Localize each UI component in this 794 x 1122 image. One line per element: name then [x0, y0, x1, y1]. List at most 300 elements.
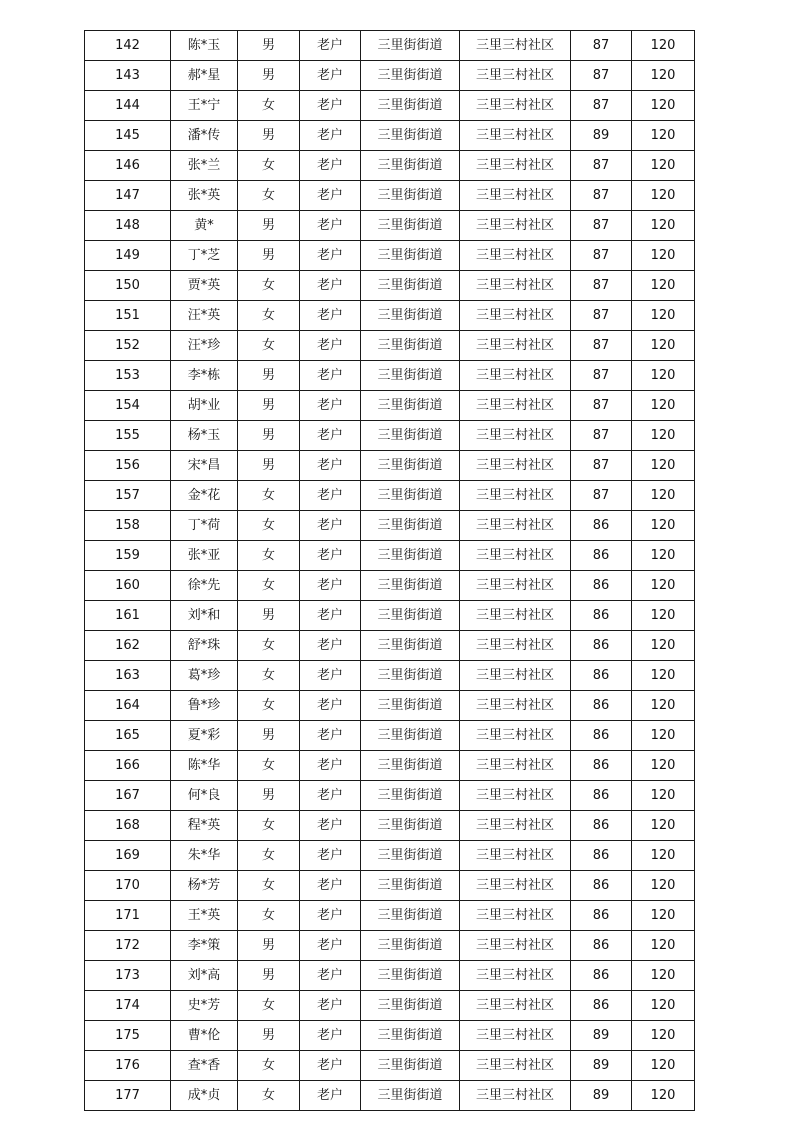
serial-number-cell: 161: [85, 601, 171, 631]
age-cell: 86: [571, 961, 632, 991]
serial-number-cell: 142: [85, 31, 171, 61]
community-cell: 三里三村社区: [460, 541, 571, 571]
household-type-cell: 老户: [300, 661, 361, 691]
household-type-cell: 老户: [300, 211, 361, 241]
table-row: [85, 481, 695, 511]
community-cell: 三里三村社区: [460, 1081, 571, 1111]
table-row: [85, 61, 695, 91]
name-cell: 丁*荷: [171, 511, 238, 541]
name-cell: 李*策: [171, 931, 238, 961]
gender-cell: 女: [238, 301, 300, 331]
amount-cell: 120: [632, 391, 695, 421]
age-cell: 87: [571, 241, 632, 271]
table-row: [85, 691, 695, 721]
community-cell: 三里三村社区: [460, 1021, 571, 1051]
serial-number-cell: 160: [85, 571, 171, 601]
amount-cell: 120: [632, 61, 695, 91]
household-type-cell: 老户: [300, 721, 361, 751]
serial-number-cell: 165: [85, 721, 171, 751]
roster-body: [85, 31, 695, 1111]
community-cell: 三里三村社区: [460, 421, 571, 451]
serial-number-cell: 151: [85, 301, 171, 331]
household-type-cell: 老户: [300, 361, 361, 391]
serial-number-cell: 174: [85, 991, 171, 1021]
household-type-cell: 老户: [300, 1051, 361, 1081]
gender-cell: 女: [238, 151, 300, 181]
table-row: [85, 1021, 695, 1051]
table-row: [85, 571, 695, 601]
table-row: [85, 421, 695, 451]
household-type-cell: 老户: [300, 841, 361, 871]
amount-cell: 120: [632, 181, 695, 211]
household-type-cell: 老户: [300, 181, 361, 211]
gender-cell: 女: [238, 811, 300, 841]
age-cell: 89: [571, 1051, 632, 1081]
age-cell: 86: [571, 541, 632, 571]
subdistrict-cell: 三里街街道: [361, 151, 460, 181]
amount-cell: 120: [632, 931, 695, 961]
amount-cell: 120: [632, 361, 695, 391]
name-cell: 何*良: [171, 781, 238, 811]
table-row: [85, 301, 695, 331]
community-cell: 三里三村社区: [460, 241, 571, 271]
subdistrict-cell: 三里街街道: [361, 841, 460, 871]
age-cell: 87: [571, 61, 632, 91]
household-type-cell: 老户: [300, 991, 361, 1021]
table-row: [85, 121, 695, 151]
age-cell: 86: [571, 931, 632, 961]
subdistrict-cell: 三里街街道: [361, 91, 460, 121]
serial-number-cell: 144: [85, 91, 171, 121]
age-cell: 86: [571, 601, 632, 631]
community-cell: 三里三村社区: [460, 1051, 571, 1081]
community-cell: 三里三村社区: [460, 511, 571, 541]
subdistrict-cell: 三里街街道: [361, 211, 460, 241]
amount-cell: 120: [632, 631, 695, 661]
community-cell: 三里三村社区: [460, 451, 571, 481]
amount-cell: 120: [632, 541, 695, 571]
subdistrict-cell: 三里街街道: [361, 1081, 460, 1111]
household-type-cell: 老户: [300, 1021, 361, 1051]
table-row: [85, 391, 695, 421]
gender-cell: 男: [238, 61, 300, 91]
community-cell: 三里三村社区: [460, 481, 571, 511]
name-cell: 成*贞: [171, 1081, 238, 1111]
gender-cell: 女: [238, 631, 300, 661]
table-row: [85, 331, 695, 361]
name-cell: 刘*高: [171, 961, 238, 991]
community-cell: 三里三村社区: [460, 331, 571, 361]
community-cell: 三里三村社区: [460, 181, 571, 211]
age-cell: 86: [571, 511, 632, 541]
serial-number-cell: 166: [85, 751, 171, 781]
gender-cell: 女: [238, 871, 300, 901]
name-cell: 徐*先: [171, 571, 238, 601]
serial-number-cell: 147: [85, 181, 171, 211]
gender-cell: 男: [238, 601, 300, 631]
serial-number-cell: 177: [85, 1081, 171, 1111]
name-cell: 张*亚: [171, 541, 238, 571]
subdistrict-cell: 三里街街道: [361, 31, 460, 61]
name-cell: 潘*传: [171, 121, 238, 151]
age-cell: 89: [571, 121, 632, 151]
amount-cell: 120: [632, 901, 695, 931]
name-cell: 查*香: [171, 1051, 238, 1081]
name-cell: 汪*英: [171, 301, 238, 331]
amount-cell: 120: [632, 511, 695, 541]
table-row: [85, 901, 695, 931]
subdistrict-cell: 三里街街道: [361, 331, 460, 361]
gender-cell: 男: [238, 391, 300, 421]
subdistrict-cell: 三里街街道: [361, 931, 460, 961]
age-cell: 86: [571, 751, 632, 781]
subdistrict-cell: 三里街街道: [361, 181, 460, 211]
amount-cell: 120: [632, 781, 695, 811]
community-cell: 三里三村社区: [460, 751, 571, 781]
community-cell: 三里三村社区: [460, 121, 571, 151]
subdistrict-cell: 三里街街道: [361, 511, 460, 541]
household-type-cell: 老户: [300, 331, 361, 361]
subdistrict-cell: 三里街街道: [361, 421, 460, 451]
gender-cell: 女: [238, 571, 300, 601]
subdistrict-cell: 三里街街道: [361, 1021, 460, 1051]
serial-number-cell: 156: [85, 451, 171, 481]
gender-cell: 女: [238, 901, 300, 931]
age-cell: 86: [571, 841, 632, 871]
amount-cell: 120: [632, 1081, 695, 1111]
table-row: [85, 451, 695, 481]
age-cell: 87: [571, 331, 632, 361]
age-cell: 87: [571, 481, 632, 511]
subdistrict-cell: 三里街街道: [361, 61, 460, 91]
household-type-cell: 老户: [300, 241, 361, 271]
age-cell: 86: [571, 991, 632, 1021]
name-cell: 丁*芝: [171, 241, 238, 271]
table-row: [85, 841, 695, 871]
name-cell: 杨*芳: [171, 871, 238, 901]
subdistrict-cell: 三里街街道: [361, 601, 460, 631]
amount-cell: 120: [632, 991, 695, 1021]
community-cell: 三里三村社区: [460, 301, 571, 331]
serial-number-cell: 172: [85, 931, 171, 961]
household-type-cell: 老户: [300, 61, 361, 91]
gender-cell: 男: [238, 961, 300, 991]
gender-cell: 女: [238, 481, 300, 511]
name-cell: 史*芳: [171, 991, 238, 1021]
name-cell: 朱*华: [171, 841, 238, 871]
subdistrict-cell: 三里街街道: [361, 541, 460, 571]
serial-number-cell: 164: [85, 691, 171, 721]
subdistrict-cell: 三里街街道: [361, 751, 460, 781]
serial-number-cell: 175: [85, 1021, 171, 1051]
serial-number-cell: 155: [85, 421, 171, 451]
gender-cell: 女: [238, 1051, 300, 1081]
serial-number-cell: 157: [85, 481, 171, 511]
gender-cell: 男: [238, 211, 300, 241]
age-cell: 86: [571, 901, 632, 931]
table-row: [85, 271, 695, 301]
name-cell: 张*英: [171, 181, 238, 211]
subdistrict-cell: 三里街街道: [361, 271, 460, 301]
age-cell: 86: [571, 631, 632, 661]
table-row: [85, 181, 695, 211]
serial-number-cell: 171: [85, 901, 171, 931]
household-type-cell: 老户: [300, 871, 361, 901]
table-row: [85, 541, 695, 571]
age-cell: 87: [571, 91, 632, 121]
table-row: [85, 241, 695, 271]
name-cell: 杨*玉: [171, 421, 238, 451]
amount-cell: 120: [632, 91, 695, 121]
household-type-cell: 老户: [300, 511, 361, 541]
serial-number-cell: 168: [85, 811, 171, 841]
serial-number-cell: 152: [85, 331, 171, 361]
name-cell: 宋*昌: [171, 451, 238, 481]
community-cell: 三里三村社区: [460, 391, 571, 421]
household-type-cell: 老户: [300, 571, 361, 601]
gender-cell: 女: [238, 691, 300, 721]
gender-cell: 女: [238, 271, 300, 301]
amount-cell: 120: [632, 601, 695, 631]
subdistrict-cell: 三里街街道: [361, 961, 460, 991]
household-type-cell: 老户: [300, 91, 361, 121]
table-row: [85, 91, 695, 121]
age-cell: 86: [571, 571, 632, 601]
serial-number-cell: 170: [85, 871, 171, 901]
age-cell: 87: [571, 271, 632, 301]
age-cell: 87: [571, 211, 632, 241]
gender-cell: 女: [238, 751, 300, 781]
table-row: [85, 961, 695, 991]
community-cell: 三里三村社区: [460, 601, 571, 631]
community-cell: 三里三村社区: [460, 91, 571, 121]
age-cell: 87: [571, 421, 632, 451]
gender-cell: 男: [238, 931, 300, 961]
table-row: [85, 511, 695, 541]
household-type-cell: 老户: [300, 961, 361, 991]
name-cell: 张*兰: [171, 151, 238, 181]
age-cell: 86: [571, 721, 632, 751]
serial-number-cell: 162: [85, 631, 171, 661]
subdistrict-cell: 三里街街道: [361, 391, 460, 421]
gender-cell: 女: [238, 91, 300, 121]
amount-cell: 120: [632, 271, 695, 301]
community-cell: 三里三村社区: [460, 961, 571, 991]
household-type-cell: 老户: [300, 781, 361, 811]
amount-cell: 120: [632, 451, 695, 481]
community-cell: 三里三村社区: [460, 721, 571, 751]
name-cell: 夏*彩: [171, 721, 238, 751]
amount-cell: 120: [632, 481, 695, 511]
name-cell: 舒*珠: [171, 631, 238, 661]
amount-cell: 120: [632, 751, 695, 781]
household-type-cell: 老户: [300, 31, 361, 61]
age-cell: 86: [571, 691, 632, 721]
gender-cell: 男: [238, 721, 300, 751]
subdistrict-cell: 三里街街道: [361, 781, 460, 811]
subdistrict-cell: 三里街街道: [361, 871, 460, 901]
community-cell: 三里三村社区: [460, 31, 571, 61]
household-type-cell: 老户: [300, 601, 361, 631]
community-cell: 三里三村社区: [460, 361, 571, 391]
serial-number-cell: 149: [85, 241, 171, 271]
name-cell: 葛*珍: [171, 661, 238, 691]
gender-cell: 女: [238, 991, 300, 1021]
subdistrict-cell: 三里街街道: [361, 631, 460, 661]
age-cell: 86: [571, 661, 632, 691]
community-cell: 三里三村社区: [460, 931, 571, 961]
community-cell: 三里三村社区: [460, 811, 571, 841]
gender-cell: 女: [238, 331, 300, 361]
subdistrict-cell: 三里街街道: [361, 481, 460, 511]
amount-cell: 120: [632, 661, 695, 691]
subdistrict-cell: 三里街街道: [361, 301, 460, 331]
serial-number-cell: 169: [85, 841, 171, 871]
household-type-cell: 老户: [300, 301, 361, 331]
community-cell: 三里三村社区: [460, 991, 571, 1021]
household-type-cell: 老户: [300, 631, 361, 661]
household-type-cell: 老户: [300, 121, 361, 151]
household-type-cell: 老户: [300, 751, 361, 781]
amount-cell: 120: [632, 1021, 695, 1051]
community-cell: 三里三村社区: [460, 61, 571, 91]
name-cell: 贾*英: [171, 271, 238, 301]
age-cell: 87: [571, 181, 632, 211]
age-cell: 89: [571, 1021, 632, 1051]
gender-cell: 男: [238, 241, 300, 271]
household-type-cell: 老户: [300, 931, 361, 961]
community-cell: 三里三村社区: [460, 691, 571, 721]
serial-number-cell: 176: [85, 1051, 171, 1081]
age-cell: 87: [571, 391, 632, 421]
name-cell: 金*花: [171, 481, 238, 511]
roster-table: [84, 30, 695, 1111]
age-cell: 87: [571, 31, 632, 61]
age-cell: 87: [571, 451, 632, 481]
table-row: [85, 991, 695, 1021]
serial-number-cell: 148: [85, 211, 171, 241]
community-cell: 三里三村社区: [460, 781, 571, 811]
community-cell: 三里三村社区: [460, 271, 571, 301]
name-cell: 王*英: [171, 901, 238, 931]
name-cell: 陈*华: [171, 751, 238, 781]
amount-cell: 120: [632, 151, 695, 181]
name-cell: 王*宁: [171, 91, 238, 121]
community-cell: 三里三村社区: [460, 841, 571, 871]
subdistrict-cell: 三里街街道: [361, 121, 460, 151]
name-cell: 程*英: [171, 811, 238, 841]
name-cell: 郝*星: [171, 61, 238, 91]
amount-cell: 120: [632, 211, 695, 241]
age-cell: 87: [571, 301, 632, 331]
table-row: [85, 31, 695, 61]
name-cell: 黄*: [171, 211, 238, 241]
serial-number-cell: 159: [85, 541, 171, 571]
subdistrict-cell: 三里街街道: [361, 901, 460, 931]
table-row: [85, 811, 695, 841]
household-type-cell: 老户: [300, 811, 361, 841]
age-cell: 86: [571, 781, 632, 811]
subdistrict-cell: 三里街街道: [361, 241, 460, 271]
household-type-cell: 老户: [300, 151, 361, 181]
serial-number-cell: 163: [85, 661, 171, 691]
name-cell: 刘*和: [171, 601, 238, 631]
table-row: [85, 1051, 695, 1081]
gender-cell: 男: [238, 31, 300, 61]
subdistrict-cell: 三里街街道: [361, 451, 460, 481]
amount-cell: 120: [632, 301, 695, 331]
amount-cell: 120: [632, 721, 695, 751]
gender-cell: 男: [238, 781, 300, 811]
name-cell: 鲁*珍: [171, 691, 238, 721]
household-type-cell: 老户: [300, 691, 361, 721]
age-cell: 86: [571, 871, 632, 901]
household-type-cell: 老户: [300, 481, 361, 511]
gender-cell: 女: [238, 1081, 300, 1111]
amount-cell: 120: [632, 1051, 695, 1081]
community-cell: 三里三村社区: [460, 661, 571, 691]
amount-cell: 120: [632, 421, 695, 451]
serial-number-cell: 145: [85, 121, 171, 151]
subdistrict-cell: 三里街街道: [361, 1051, 460, 1081]
amount-cell: 120: [632, 31, 695, 61]
subdistrict-cell: 三里街街道: [361, 991, 460, 1021]
gender-cell: 男: [238, 121, 300, 151]
amount-cell: 120: [632, 331, 695, 361]
table-row: [85, 211, 695, 241]
gender-cell: 女: [238, 661, 300, 691]
household-type-cell: 老户: [300, 541, 361, 571]
serial-number-cell: 167: [85, 781, 171, 811]
serial-number-cell: 154: [85, 391, 171, 421]
amount-cell: 120: [632, 841, 695, 871]
household-type-cell: 老户: [300, 451, 361, 481]
community-cell: 三里三村社区: [460, 631, 571, 661]
household-type-cell: 老户: [300, 271, 361, 301]
gender-cell: 女: [238, 511, 300, 541]
subdistrict-cell: 三里街街道: [361, 571, 460, 601]
serial-number-cell: 146: [85, 151, 171, 181]
table-row: [85, 931, 695, 961]
subdistrict-cell: 三里街街道: [361, 811, 460, 841]
gender-cell: 女: [238, 541, 300, 571]
amount-cell: 120: [632, 241, 695, 271]
table-row: [85, 871, 695, 901]
amount-cell: 120: [632, 811, 695, 841]
table-row: [85, 751, 695, 781]
serial-number-cell: 150: [85, 271, 171, 301]
gender-cell: 男: [238, 451, 300, 481]
table-row: [85, 631, 695, 661]
household-type-cell: 老户: [300, 901, 361, 931]
table-row: [85, 361, 695, 391]
household-type-cell: 老户: [300, 1081, 361, 1111]
serial-number-cell: 158: [85, 511, 171, 541]
age-cell: 87: [571, 361, 632, 391]
subdistrict-cell: 三里街街道: [361, 361, 460, 391]
community-cell: 三里三村社区: [460, 871, 571, 901]
table-row: [85, 1081, 695, 1111]
age-cell: 86: [571, 811, 632, 841]
age-cell: 89: [571, 1081, 632, 1111]
table-row: [85, 151, 695, 181]
table-row: [85, 601, 695, 631]
community-cell: 三里三村社区: [460, 571, 571, 601]
age-cell: 87: [571, 151, 632, 181]
gender-cell: 女: [238, 841, 300, 871]
gender-cell: 男: [238, 361, 300, 391]
name-cell: 李*栋: [171, 361, 238, 391]
